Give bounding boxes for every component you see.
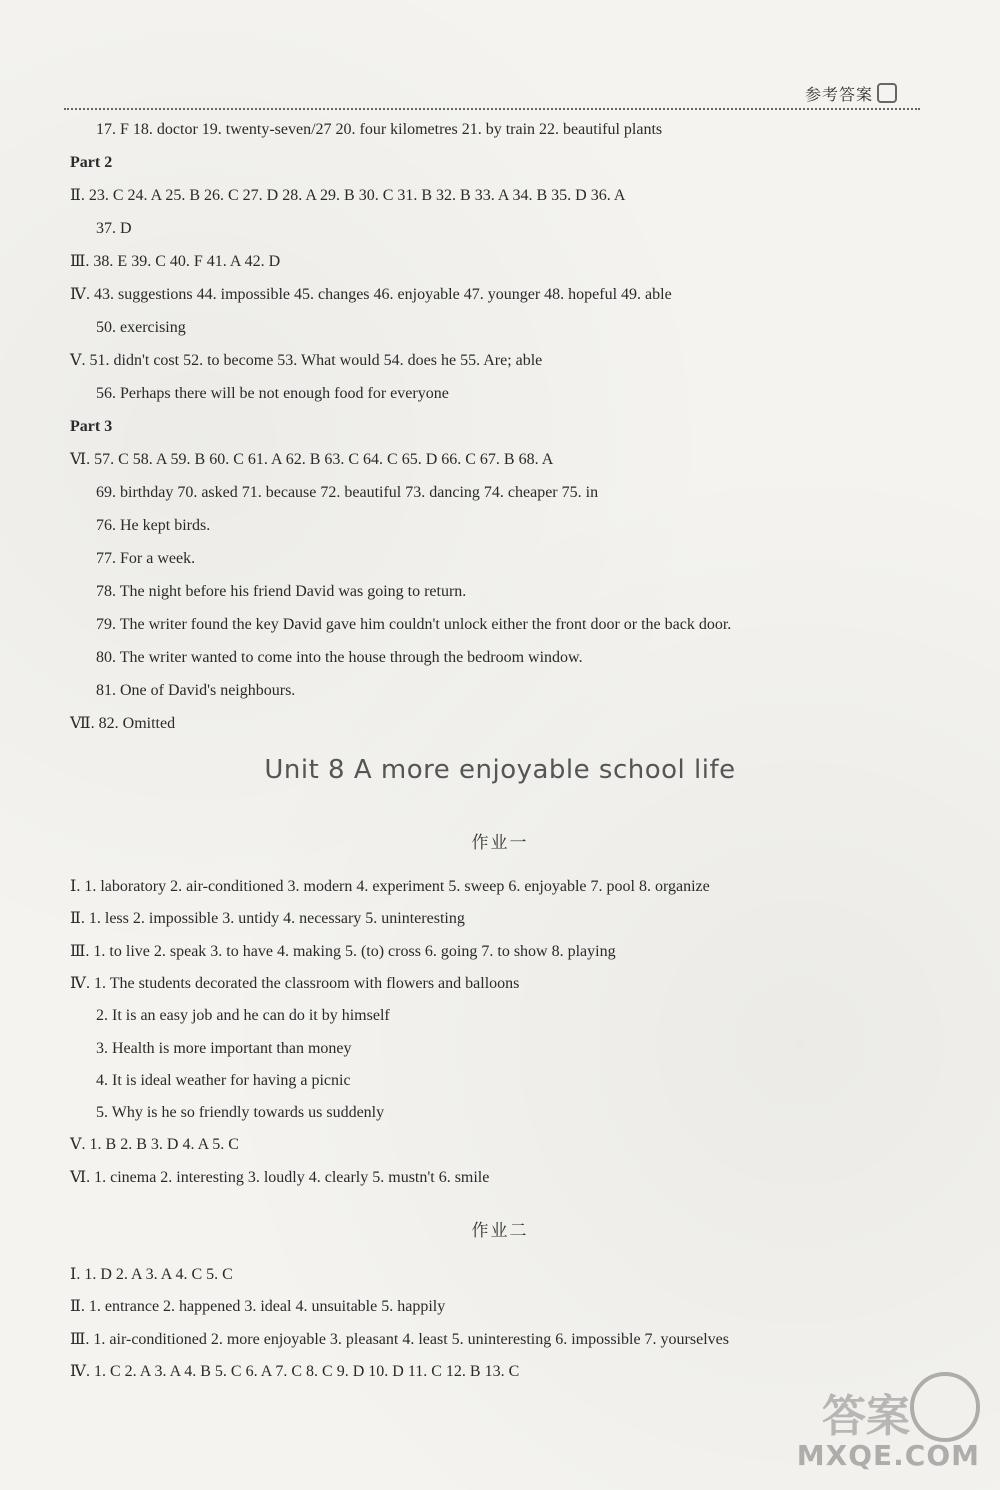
answer-line: Ⅱ. 1. less 2. impossible 3. untidy 4. necessary 5. uninteresting [70, 910, 465, 927]
answer-line: Ⅴ. 51. didn't cost 52. to become 53. What would 54. does he 55. Are; able [70, 352, 543, 369]
answer-line: 56. Perhaps there will be not enough food for everyone [96, 385, 449, 402]
answer-line: 76. He kept birds. [96, 517, 211, 534]
answer-line: Ⅳ. 1. C 2. A 3. A 4. B 5. C 6. A 7. C 8. C 9. D 10. D 11. C 12. B 13. C [70, 1363, 520, 1380]
answer-line: 80. The writer wanted to come into the house through the bedroom window. [96, 649, 583, 666]
watermark-logo: 答案 [822, 1391, 910, 1442]
answer-line: Ⅱ. 1. entrance 2. happened 3. ideal 4. unsuitable 5. happily [70, 1298, 446, 1315]
answer-line: Ⅱ. 23. C 24. A 25. B 26. C 27. D 28. A 29. B 30. C 31. B 32. B 33. A 34. B 35. D 36. A [70, 187, 626, 204]
answer-line: Ⅳ. 1. The students decorated the classroom with flowers and balloons [70, 975, 520, 992]
watermark-text: MXQE.COM [796, 1439, 980, 1472]
answer-line: 78. The night before his friend David was going to return. [96, 583, 467, 600]
answer-line: 81. One of David's neighbours. [96, 682, 296, 699]
answer-line: Ⅳ. 43. suggestions 44. impossible 45. changes 46. enjoyable 47. younger 48. hopeful 49. able [70, 286, 672, 303]
answer-line: Ⅵ. 57. C 58. A 59. B 60. C 61. A 62. B 63. C 64. C 65. D 66. C 67. B 68. A [70, 451, 554, 468]
homework-1-title: 作业一 [471, 833, 529, 853]
answer-line: 17. F 18. doctor 19. twenty-seven/27 20. four kilometres 21. by train 22. beautiful plants [96, 121, 663, 138]
answer-line: 77. For a week. [96, 550, 196, 567]
part-2-label: Part 2 [70, 154, 113, 171]
book-icon [877, 83, 897, 103]
answer-line: 50. exercising [96, 319, 186, 336]
answer-line: 5. Why is he so friendly towards us suddenly [96, 1104, 385, 1121]
site-watermark [780, 1372, 980, 1472]
watermark-seal-icon [910, 1372, 980, 1442]
answer-line: Ⅶ. 82. Omitted [70, 715, 176, 732]
answer-line: 37. D [96, 220, 132, 237]
page-header [805, 82, 897, 105]
answer-line: Ⅵ. 1. cinema 2. interesting 3. loudly 4. clearly 5. mustn't 6. smile [70, 1169, 490, 1186]
part-3-label: Part 3 [70, 418, 113, 435]
answer-line: 69. birthday 70. asked 71. because 72. beautiful 73. dancing 74. cheaper 75. in [96, 484, 599, 501]
answer-line: 4. It is ideal weather for having a picnic [96, 1072, 351, 1089]
answer-line: 79. The writer found the key David gave him couldn't unlock either the front door or the back door. [96, 616, 732, 633]
answer-line: Ⅰ. 1. laboratory 2. air-conditioned 3. modern 4. experiment 5. sweep 6. enjoyable 7. pool 8. organize [70, 878, 710, 895]
answer-line: Ⅲ. 1. to live 2. speak 3. to have 4. making 5. (to) cross 6. going 7. to show 8. playing [70, 943, 616, 960]
unit-title: Unit 8 A more enjoyable school life [264, 755, 736, 785]
header-divider [64, 108, 920, 110]
answer-line: Ⅲ. 38. E 39. C 40. F 41. A 42. D [70, 253, 281, 270]
answer-line: 3. Health is more important than money [96, 1040, 352, 1057]
answer-line: Ⅴ. 1. B 2. B 3. D 4. A 5. C [70, 1136, 239, 1153]
answer-line: Ⅲ. 1. air-conditioned 2. more enjoyable 3. pleasant 4. least 5. uninteresting 6. impossible 7. yourselves [70, 1331, 729, 1348]
answer-line: 2. It is an easy job and he can do it by himself [96, 1007, 390, 1024]
answer-line: Ⅰ. 1. D 2. A 3. A 4. C 5. C [70, 1266, 233, 1283]
homework-2-title: 作业二 [471, 1221, 529, 1241]
header-title: 参考答案 [805, 85, 874, 104]
